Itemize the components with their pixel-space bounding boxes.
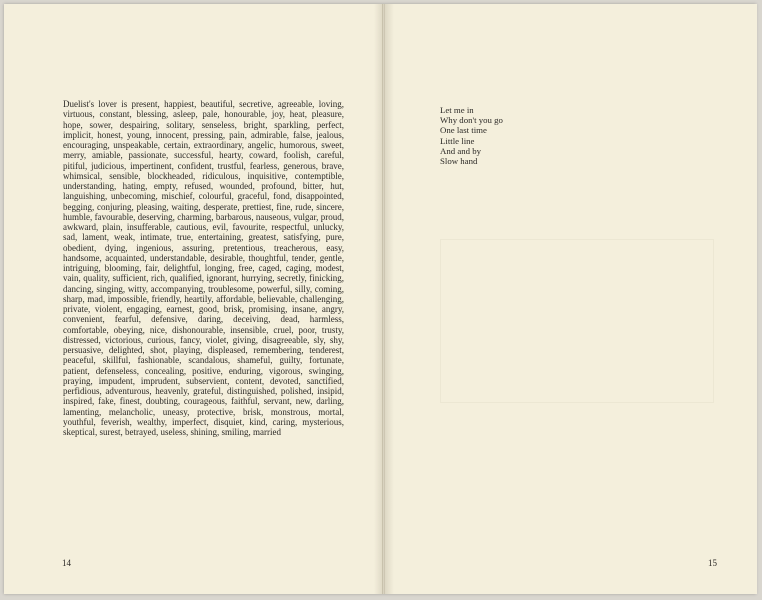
poem (440, 105, 503, 166)
show-through-figure (440, 239, 714, 403)
poem-line: Why don't you go (440, 115, 503, 126)
poem-line: Little line (440, 135, 475, 146)
poem-line: Slow hand (440, 156, 478, 167)
right-page (384, 4, 757, 594)
book-spread (4, 4, 756, 594)
left-page-number: 14 (62, 558, 71, 568)
poem-line: Let me in (440, 105, 474, 115)
right-page-number: 15 (708, 558, 717, 568)
poem-line: One last time (440, 125, 487, 136)
poem-line: And and by (440, 145, 482, 156)
left-page (4, 4, 383, 594)
left-page-body-text: Duelist's lover is present, happiest, beautiful, secretive, agreeable, loving, virtuous, constant, blessing, asleep, pale, honourable, joy, heat, pleasure, hope, sower, despairing, solitary, senseless, bright, sparkling, perfect, implicit, honest, young, innocent, pressing, pain, admirable, false, jealous, encouraging, unspeakable, certain, extraordinary, angelic, humorous, sweet, merry, amiable, passionate, successful, hearty, coward, foolish, careful, pitiful, judicious, impertinent, confident, trustful, fearless, generous, brave, whimsical, sensible, blockheaded, ridiculous, inquisitive, contemptible, understanding, hating, empty, refused, wounded, profound, bitter, hut, languishing, unbecoming, mischief, colourful, graceful, fond, disappointed, begging, conjuring, pleasing, waiting, desperate, prettiest, fine, rude, sincere, humble, favourable, deserving, charming, barbarous, nauseous, vulgar, proud, awkward, plain, insufferable, cautious, evil, favourite, respectful, unlucky, sad, lament, weak, intimate, true, entertaining, greatest, satisfying, pure, obedient, dying, ingenious, assuring, pretentious, treacherous, easy, handsome, acquainted, understandable, desirable, thoughtful, tender, gentle, intriguing, blooming, fair, delightful, longing, free, caged, caging, modest, vain, quality, sufficient, rich, qualified, ignorant, hurrying, secretly, finicking, dancing, singing, witty, accompanying, troublesome, powerful, silly, coming, sharp, mad, impossible, friendly, heartily, affordable, believable, challenging, private, violent, engaging, earnest, good, brisk, promising, insane, angry, convenient, fearful, defensive, daring, deceiving, dead, harmless, comfortable, obeying, nice, dishonourable, insensible, cruel, poor, trusty, distressed, victorious, curious, fancy, violet, giving, disagreeable, sly, shy, persuasive, delighted, shot, playing, displeased, remembering, tenderest, peaceful, skillful, fashionable, scandalous, shameful, guilty, fortunate, patient, defenseless, concealing, positive, enduring, vigorous, swinging, praying, impudent, imprudent, subservient, content, devoted, sanctified, perfidious, adventurous, heavenly, grateful, distinguished, polished, insipid, inspired, fake, finest, doubting, courageous, faithful, servant, new, darling, lamenting, melancholic, uneasy, protective, brisk, monstrous, mortal, youthful, feverish, wealthy, imperfect, disquiet, kind, caring, mysterious, skeptical, surest, betrayed, useless, shining, smiling, married (63, 99, 344, 437)
